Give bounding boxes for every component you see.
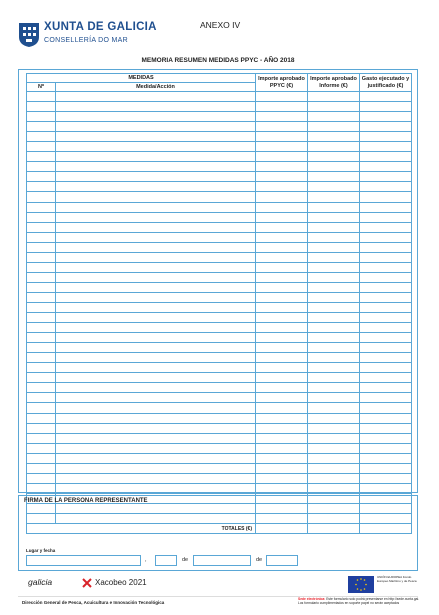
cell-medida-accion[interactable] — [56, 172, 256, 182]
cell-num[interactable] — [27, 363, 56, 373]
cell-num[interactable] — [27, 252, 56, 262]
cell-num[interactable] — [27, 393, 56, 403]
table-row — [27, 122, 412, 132]
cell-gasto[interactable] — [360, 403, 412, 413]
cell-gasto[interactable] — [360, 413, 412, 423]
table-row — [27, 353, 412, 363]
cell-num[interactable] — [27, 313, 56, 323]
cell-gasto[interactable] — [360, 433, 412, 443]
cell-gasto[interactable] — [360, 102, 412, 112]
table-row — [27, 373, 412, 383]
table-row — [27, 443, 412, 453]
cell-importe-informe[interactable] — [308, 102, 360, 112]
cell-gasto[interactable] — [360, 202, 412, 212]
table-row — [27, 132, 412, 142]
cell-medida-accion[interactable] — [56, 443, 256, 453]
cell-medida-accion[interactable] — [56, 363, 256, 373]
cell-importe-ppyc[interactable] — [256, 473, 308, 483]
cell-medida-accion[interactable] — [56, 383, 256, 393]
cell-num[interactable] — [27, 292, 56, 302]
cell-gasto[interactable] — [360, 453, 412, 463]
cell-gasto[interactable] — [360, 262, 412, 272]
cell-medida-accion[interactable] — [56, 252, 256, 262]
cell-importe-informe[interactable] — [308, 112, 360, 122]
cell-medida-accion[interactable] — [56, 333, 256, 343]
cell-importe-ppyc[interactable] — [256, 443, 308, 453]
cell-num[interactable] — [27, 222, 56, 232]
de-separator-1: de — [182, 557, 189, 563]
cell-importe-informe[interactable] — [308, 413, 360, 423]
cell-importe-ppyc[interactable] — [256, 122, 308, 132]
cell-medida-accion[interactable] — [56, 463, 256, 473]
year-field[interactable] — [266, 555, 298, 566]
cell-importe-ppyc[interactable] — [256, 272, 308, 282]
department-name: Dirección General de Pesca, Acuicultura e Innovación Tecnológica — [22, 600, 165, 605]
table-row — [27, 453, 412, 463]
cell-importe-informe[interactable] — [308, 393, 360, 403]
cell-importe-ppyc[interactable] — [256, 142, 308, 152]
cell-importe-ppyc[interactable] — [256, 343, 308, 353]
table-row — [27, 383, 412, 393]
cell-gasto[interactable] — [360, 302, 412, 312]
table-row — [27, 363, 412, 373]
table-row — [27, 252, 412, 262]
cell-medida-accion[interactable] — [56, 433, 256, 443]
table-row — [27, 292, 412, 302]
day-field[interactable] — [155, 555, 177, 566]
cell-gasto[interactable] — [360, 282, 412, 292]
cell-medida-accion[interactable] — [56, 282, 256, 292]
cell-importe-informe[interactable] — [308, 222, 360, 232]
cell-medida-accion[interactable] — [56, 222, 256, 232]
cell-importe-ppyc[interactable] — [256, 463, 308, 473]
cell-importe-ppyc[interactable] — [256, 383, 308, 393]
xacobeo-logo: Xacobeo 2021 — [95, 578, 147, 587]
table-row — [27, 202, 412, 212]
eu-flag-icon — [348, 576, 374, 593]
cell-gasto[interactable] — [360, 292, 412, 302]
cell-num[interactable] — [27, 182, 56, 192]
cell-importe-ppyc[interactable] — [256, 202, 308, 212]
de-separator-2: de — [256, 557, 263, 563]
legal-warning: Sede electrónica: — [298, 597, 326, 601]
table-row — [27, 162, 412, 172]
cell-importe-informe[interactable] — [308, 292, 360, 302]
cell-importe-informe[interactable] — [308, 202, 360, 212]
cell-importe-informe[interactable] — [308, 242, 360, 252]
cell-importe-ppyc[interactable] — [256, 112, 308, 122]
table-row — [27, 343, 412, 353]
cell-num[interactable] — [27, 142, 56, 152]
cell-medida-accion[interactable] — [56, 483, 256, 493]
cell-importe-informe[interactable] — [308, 473, 360, 483]
cell-gasto[interactable] — [360, 192, 412, 202]
cell-num[interactable] — [27, 373, 56, 383]
signature-title: FIRMA DE LA PERSONA REPRESENTANTE — [24, 498, 148, 504]
cell-medida-accion[interactable] — [56, 323, 256, 333]
cell-gasto[interactable] — [360, 393, 412, 403]
comma-separator: , — [145, 557, 147, 563]
month-field[interactable] — [193, 555, 251, 566]
cell-gasto[interactable] — [360, 142, 412, 152]
cell-medida-accion[interactable] — [56, 473, 256, 483]
cell-num[interactable] — [27, 453, 56, 463]
cell-gasto[interactable] — [360, 443, 412, 453]
org-name: XUNTA DE GALICIA — [44, 21, 157, 33]
cell-medida-accion[interactable] — [56, 92, 256, 102]
cell-num[interactable] — [27, 423, 56, 433]
cell-importe-ppyc[interactable] — [256, 172, 308, 182]
cell-medida-accion[interactable] — [56, 453, 256, 463]
cell-num[interactable] — [27, 343, 56, 353]
cell-importe-informe[interactable] — [308, 302, 360, 312]
cell-importe-informe[interactable] — [308, 423, 360, 433]
cell-importe-informe[interactable] — [308, 343, 360, 353]
cell-importe-ppyc[interactable] — [256, 453, 308, 463]
table-row — [27, 302, 412, 312]
col-header-num: Nº — [27, 83, 56, 92]
cell-num[interactable] — [27, 323, 56, 333]
cell-num[interactable] — [27, 102, 56, 112]
cell-gasto[interactable] — [360, 92, 412, 102]
cell-importe-ppyc[interactable] — [256, 162, 308, 172]
cell-medida-accion[interactable] — [56, 302, 256, 312]
cell-gasto[interactable] — [360, 112, 412, 122]
cell-medida-accion[interactable] — [56, 192, 256, 202]
cell-importe-ppyc[interactable] — [256, 323, 308, 333]
cell-num[interactable] — [27, 383, 56, 393]
cell-importe-ppyc[interactable] — [256, 102, 308, 112]
cell-importe-informe[interactable] — [308, 333, 360, 343]
cell-importe-ppyc[interactable] — [256, 152, 308, 162]
cell-importe-informe[interactable] — [308, 463, 360, 473]
cell-importe-ppyc[interactable] — [256, 353, 308, 363]
cell-gasto[interactable] — [360, 343, 412, 353]
cell-gasto[interactable] — [360, 122, 412, 132]
cell-importe-ppyc[interactable] — [256, 222, 308, 232]
table-row — [27, 463, 412, 473]
legal-notice — [298, 598, 420, 606]
table-row — [27, 423, 412, 433]
cell-gasto[interactable] — [360, 383, 412, 393]
cell-importe-informe[interactable] — [308, 182, 360, 192]
cell-importe-ppyc[interactable] — [256, 403, 308, 413]
cell-medida-accion[interactable] — [56, 423, 256, 433]
place-date-label: Lugar y fecha — [26, 548, 56, 553]
cell-gasto[interactable] — [360, 232, 412, 242]
cell-importe-ppyc[interactable] — [256, 393, 308, 403]
org-subtitle: CONSELLERÍA DO MAR — [44, 37, 128, 44]
cell-medida-accion[interactable] — [56, 102, 256, 112]
table-row — [27, 473, 412, 483]
cell-medida-accion[interactable] — [56, 353, 256, 363]
cell-importe-ppyc[interactable] — [256, 483, 308, 493]
cell-gasto[interactable] — [360, 313, 412, 323]
cell-num[interactable] — [27, 403, 56, 413]
cell-medida-accion[interactable] — [56, 232, 256, 242]
cell-gasto[interactable] — [360, 373, 412, 383]
table-row — [27, 212, 412, 222]
totals-label: TOTALES (€) — [27, 524, 256, 534]
cell-medida-accion[interactable] — [56, 182, 256, 192]
cell-num[interactable] — [27, 162, 56, 172]
cell-importe-ppyc[interactable] — [256, 333, 308, 343]
cell-importe-ppyc[interactable] — [256, 413, 308, 423]
galicia-logo: galicia — [28, 577, 53, 587]
cell-num[interactable] — [27, 242, 56, 252]
cell-num[interactable] — [27, 132, 56, 142]
cell-num[interactable] — [27, 152, 56, 162]
cell-importe-ppyc[interactable] — [256, 282, 308, 292]
place-field[interactable] — [26, 555, 141, 566]
table-row — [27, 152, 412, 162]
cell-medida-accion[interactable] — [56, 212, 256, 222]
cell-num[interactable] — [27, 232, 56, 242]
cell-medida-accion[interactable] — [56, 202, 256, 212]
table-row — [27, 413, 412, 423]
cell-importe-ppyc[interactable] — [256, 192, 308, 202]
table-row — [27, 323, 412, 333]
table-row — [27, 112, 412, 122]
cell-num[interactable] — [27, 172, 56, 182]
cell-importe-informe[interactable] — [308, 142, 360, 152]
cell-importe-informe[interactable] — [308, 252, 360, 262]
cell-medida-accion[interactable] — [56, 142, 256, 152]
cell-importe-ppyc[interactable] — [256, 132, 308, 142]
table-row — [27, 313, 412, 323]
cell-gasto[interactable] — [360, 483, 412, 493]
xacobeo-logo-icon — [82, 578, 92, 588]
cell-importe-ppyc[interactable] — [256, 252, 308, 262]
table-row — [27, 393, 412, 403]
cell-importe-ppyc[interactable] — [256, 242, 308, 252]
cell-medida-accion[interactable] — [56, 413, 256, 423]
cell-gasto[interactable] — [360, 463, 412, 473]
cell-gasto[interactable] — [360, 333, 412, 343]
cell-importe-informe[interactable] — [308, 453, 360, 463]
form-title: MEMORIA RESUMEN MEDIDAS PPYC - AÑO 2018 — [141, 57, 295, 64]
cell-importe-ppyc[interactable] — [256, 433, 308, 443]
cell-num[interactable] — [27, 112, 56, 122]
cell-medida-accion[interactable] — [56, 152, 256, 162]
cell-medida-accion[interactable] — [56, 122, 256, 132]
cell-importe-informe[interactable] — [308, 152, 360, 162]
table-row — [27, 142, 412, 152]
cell-gasto[interactable] — [360, 252, 412, 262]
col-header-importe-ppyc: Importe aprobado PPYC (€) — [256, 74, 308, 92]
cell-num[interactable] — [27, 92, 56, 102]
cell-num[interactable] — [27, 473, 56, 483]
table-row — [27, 172, 412, 182]
table-row — [27, 282, 412, 292]
cell-medida-accion[interactable] — [56, 393, 256, 403]
cell-importe-ppyc[interactable] — [256, 363, 308, 373]
cell-num[interactable] — [27, 212, 56, 222]
table-row — [27, 272, 412, 282]
cell-medida-accion[interactable] — [56, 242, 256, 252]
table-row — [27, 182, 412, 192]
table-row — [27, 242, 412, 252]
table-row — [27, 483, 412, 493]
cell-importe-informe[interactable] — [308, 433, 360, 443]
cell-num[interactable] — [27, 333, 56, 343]
cell-importe-informe[interactable] — [308, 122, 360, 132]
cell-importe-ppyc[interactable] — [256, 212, 308, 222]
cell-medida-accion[interactable] — [56, 343, 256, 353]
cell-importe-informe[interactable] — [308, 192, 360, 202]
cell-importe-ppyc[interactable] — [256, 373, 308, 383]
cell-gasto[interactable] — [360, 172, 412, 182]
table-row — [27, 333, 412, 343]
cell-gasto[interactable] — [360, 212, 412, 222]
cell-importe-ppyc[interactable] — [256, 232, 308, 242]
table-row — [27, 403, 412, 413]
cell-importe-informe[interactable] — [308, 353, 360, 363]
cell-importe-ppyc[interactable] — [256, 423, 308, 433]
cell-gasto[interactable] — [360, 363, 412, 373]
cell-gasto[interactable] — [360, 242, 412, 252]
cell-importe-informe[interactable] — [308, 172, 360, 182]
cell-importe-ppyc[interactable] — [256, 313, 308, 323]
cell-num[interactable] — [27, 192, 56, 202]
cell-medida-accion[interactable] — [56, 373, 256, 383]
cell-gasto[interactable] — [360, 473, 412, 483]
table-row — [27, 232, 412, 242]
table-row — [27, 192, 412, 202]
col-header-medidas: MEDIDAS — [27, 74, 256, 83]
cell-num[interactable] — [27, 353, 56, 363]
table-row — [27, 102, 412, 112]
cell-gasto[interactable] — [360, 353, 412, 363]
cell-importe-informe[interactable] — [308, 162, 360, 172]
cell-importe-ppyc[interactable] — [256, 292, 308, 302]
cell-importe-informe[interactable] — [308, 313, 360, 323]
cell-num[interactable] — [27, 272, 56, 282]
measures-table-body — [27, 92, 412, 534]
cell-importe-informe[interactable] — [308, 282, 360, 292]
cell-medida-accion[interactable] — [56, 403, 256, 413]
cell-medida-accion[interactable] — [56, 313, 256, 323]
cell-num[interactable] — [27, 443, 56, 453]
cell-medida-accion[interactable] — [56, 132, 256, 142]
cell-num[interactable] — [27, 122, 56, 132]
cell-importe-informe[interactable] — [308, 232, 360, 242]
eu-fund-text: UNIÓN EUROPEA Fondo Europeo Marítimo y de Pesca — [377, 575, 417, 583]
cell-medida-accion[interactable] — [56, 272, 256, 282]
cell-importe-informe[interactable] — [308, 323, 360, 333]
cell-gasto[interactable] — [360, 323, 412, 333]
measures-table — [26, 73, 412, 534]
cell-importe-informe[interactable] — [308, 272, 360, 282]
cell-gasto[interactable] — [360, 162, 412, 172]
cell-num[interactable] — [27, 413, 56, 423]
cell-importe-ppyc[interactable] — [256, 302, 308, 312]
xunta-shield-icon — [18, 22, 40, 48]
cell-num[interactable] — [27, 262, 56, 272]
cell-gasto[interactable] — [360, 182, 412, 192]
cell-importe-informe[interactable] — [308, 403, 360, 413]
cell-importe-ppyc[interactable] — [256, 262, 308, 272]
cell-importe-informe[interactable] — [308, 483, 360, 493]
col-header-importe-informe: Importe aprobado Informe (€) — [308, 74, 360, 92]
cell-gasto[interactable] — [360, 222, 412, 232]
cell-importe-informe[interactable] — [308, 373, 360, 383]
cell-importe-informe[interactable] — [308, 363, 360, 373]
cell-num[interactable] — [27, 433, 56, 443]
table-row — [27, 433, 412, 443]
cell-importe-informe[interactable] — [308, 92, 360, 102]
cell-gasto[interactable] — [360, 423, 412, 433]
table-row — [27, 222, 412, 232]
cell-gasto[interactable] — [360, 272, 412, 282]
cell-importe-informe[interactable] — [308, 212, 360, 222]
cell-importe-informe[interactable] — [308, 443, 360, 453]
cell-num[interactable] — [27, 282, 56, 292]
table-row — [27, 262, 412, 272]
cell-gasto[interactable] — [360, 152, 412, 162]
annex-label: ANEXO IV — [200, 20, 241, 30]
legal-text: Este formulario solo podrá presentarse en http://sede.xunta.gal. Los formulario cumplimentados en soporte papel no serán aceptados — [298, 597, 420, 605]
cell-importe-informe[interactable] — [308, 383, 360, 393]
cell-importe-ppyc[interactable] — [256, 92, 308, 102]
cell-num[interactable] — [27, 302, 56, 312]
col-header-medida-accion: Medida/Acción — [56, 83, 256, 92]
cell-num[interactable] — [27, 463, 56, 473]
cell-importe-ppyc[interactable] — [256, 182, 308, 192]
cell-medida-accion[interactable] — [56, 262, 256, 272]
cell-num[interactable] — [27, 202, 56, 212]
cell-medida-accion[interactable] — [56, 112, 256, 122]
cell-num[interactable] — [27, 483, 56, 493]
col-header-gasto: Gasto ejecutado y justificado (€) — [360, 74, 412, 92]
cell-medida-accion[interactable] — [56, 162, 256, 172]
cell-medida-accion[interactable] — [56, 292, 256, 302]
cell-importe-informe[interactable] — [308, 262, 360, 272]
table-row — [27, 92, 412, 102]
cell-importe-informe[interactable] — [308, 132, 360, 142]
cell-gasto[interactable] — [360, 132, 412, 142]
